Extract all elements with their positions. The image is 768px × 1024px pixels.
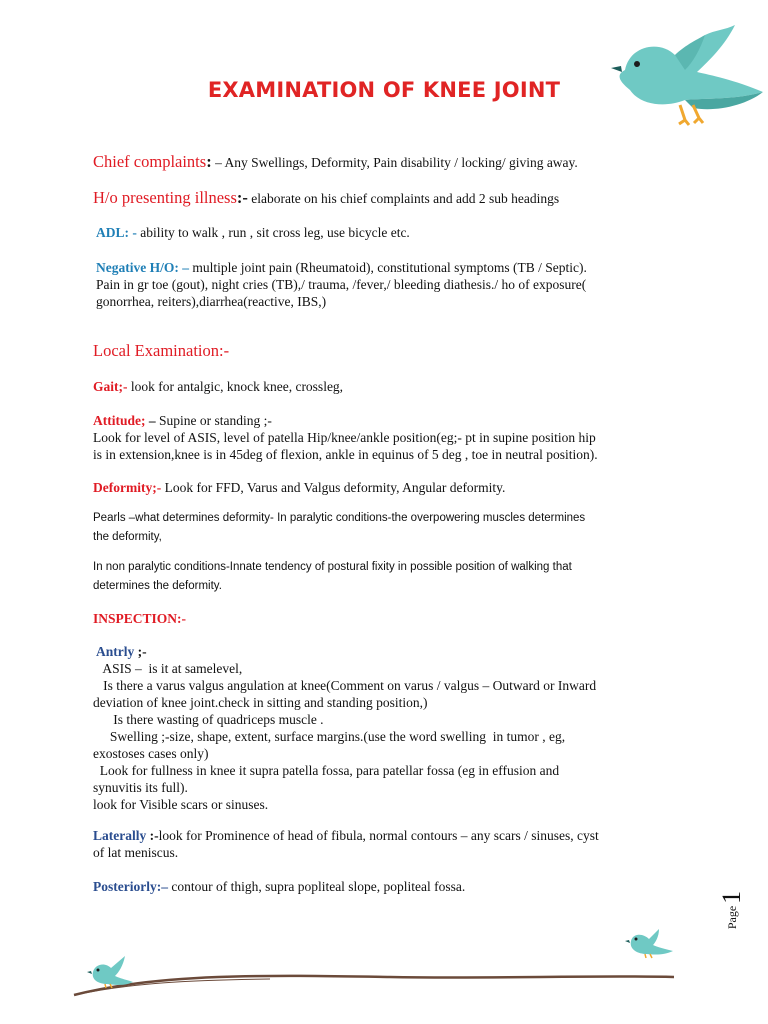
antrly-line-2: Is there a varus valgus angulation at knee(Comment on varus / valgus – Outward or Inward [93,678,597,693]
branch-decoration-icon [70,925,680,1005]
bird-small-left-icon [85,950,135,990]
posteriorly-label: Posteriorly:– [93,879,168,894]
pearls-line-2: the deformity, [93,531,162,543]
laterally-text: look for Prominence of head of fibula, normal contours – any scars / sinuses, cyst [158,828,599,843]
attitude-dash: – [145,413,156,428]
gait-text: look for antalgic, knock knee, crossleg, [127,379,344,394]
negative-text: multiple joint pain (Rheumatoid), constitutional symptoms (TB / Septic). [188,260,587,275]
nonparalytic-note [93,558,693,596]
antrly-line-5: Swelling ;-size, shape, extent, surface margins.(use the word swelling in tumor , eg, [93,729,566,744]
inspection-heading: INSPECTION:- [93,611,187,626]
page-number [712,880,752,940]
antrly-line-8: synuvitis its full). [93,780,188,795]
posterior-inspection [93,878,693,895]
presenting-illness [93,189,693,207]
antrly-line-6: exostoses cases only) [93,746,209,761]
attitude-section [93,412,693,463]
pearls-note [93,509,693,547]
negative-line-1: Pain in gr toe (gout), night cries (TB),/ trauma, /fever,/ bleeding diathesis./ ho of exposure( [96,277,587,292]
chief-complaints [93,153,693,171]
chief-complaints-heading: Chief complaints [93,152,207,171]
lateral-inspection [93,827,693,861]
attitude-text: Supine or standing ;- [155,413,272,428]
antrly-line-1: ASIS – is it at samelevel, [93,661,243,676]
pearls-line-1: Pearls –what determines deformity- In paralytic conditions-the overpowering muscles determines [93,512,586,524]
presenting-illness-heading: H/o presenting illness [93,188,237,207]
presenting-illness-text: elaborate on his chief complaints and add 2 sub headings [247,191,560,206]
nonparalytic-line-1: In non paralytic conditions-Innate tendency of postural fixity in possible position of walking that [93,561,572,573]
page-word: Page [724,905,739,930]
deformity-label: Deformity;- [93,480,162,495]
local-examination-heading: Local Examination:- [93,341,230,360]
bird-small-right-icon [625,925,675,961]
chief-complaints-colon: : [206,152,212,171]
adl-label: ADL: - [96,225,137,240]
page-title: EXAMINATION OF KNEE JOINT [207,78,561,103]
antrly-line-4: Is there wasting of quadriceps muscle . [93,712,324,727]
chief-complaints-text: – Any Swellings, Deformity, Pain disability / locking/ giving away. [211,155,578,170]
deformity-text: Look for FFD, Varus and Valgus deformity, Angular deformity. [161,480,506,495]
anterior-inspection [93,643,693,813]
adl-section [96,224,696,241]
attitude-line-1: Look for level of ASIS, level of patella Hip/knee/ankle position(eg;- pt in supine position hip [93,430,596,445]
adl-text: ability to walk , run , sit cross leg, use bicycle etc. [136,225,410,240]
negative-history [96,259,696,310]
attitude-label: Attitude; [93,413,146,428]
laterally-line-2: of lat meniscus. [93,845,179,860]
antrly-suffix: ;- [134,644,147,659]
posteriorly-text: contour of thigh, supra popliteal slope, popliteal fossa. [167,879,466,894]
page-digit: 1 [717,890,746,904]
negative-line-2: gonorrhea, reiters),diarrhea(reactive, IBS,) [96,294,327,309]
laterally-label: Laterally [93,828,147,843]
attitude-line-2: is in extension,knee is in 45deg of flexion, ankle in equinus of 5 deg , toe in neutral position). [93,447,598,462]
antrly-label: Antrly [96,644,135,659]
presenting-illness-colon: :- [236,188,248,207]
nonparalytic-line-2: determines the deformity. [93,580,222,592]
bird-large-icon [585,20,765,130]
antrly-line-3: deviation of knee joint.check in sitting and standing position,) [93,695,428,710]
gait-label: Gait;- [93,379,128,394]
gait-section [93,378,693,395]
laterally-suffix: :- [146,828,159,843]
deformity-section [93,479,693,496]
antrly-line-7: Look for fullness in knee it supra patella fossa, para patellar fossa (eg in effusion and [93,763,560,778]
negative-label: Negative H/O: – [96,260,189,275]
antrly-line-9: look for Visible scars or sinuses. [93,797,269,812]
